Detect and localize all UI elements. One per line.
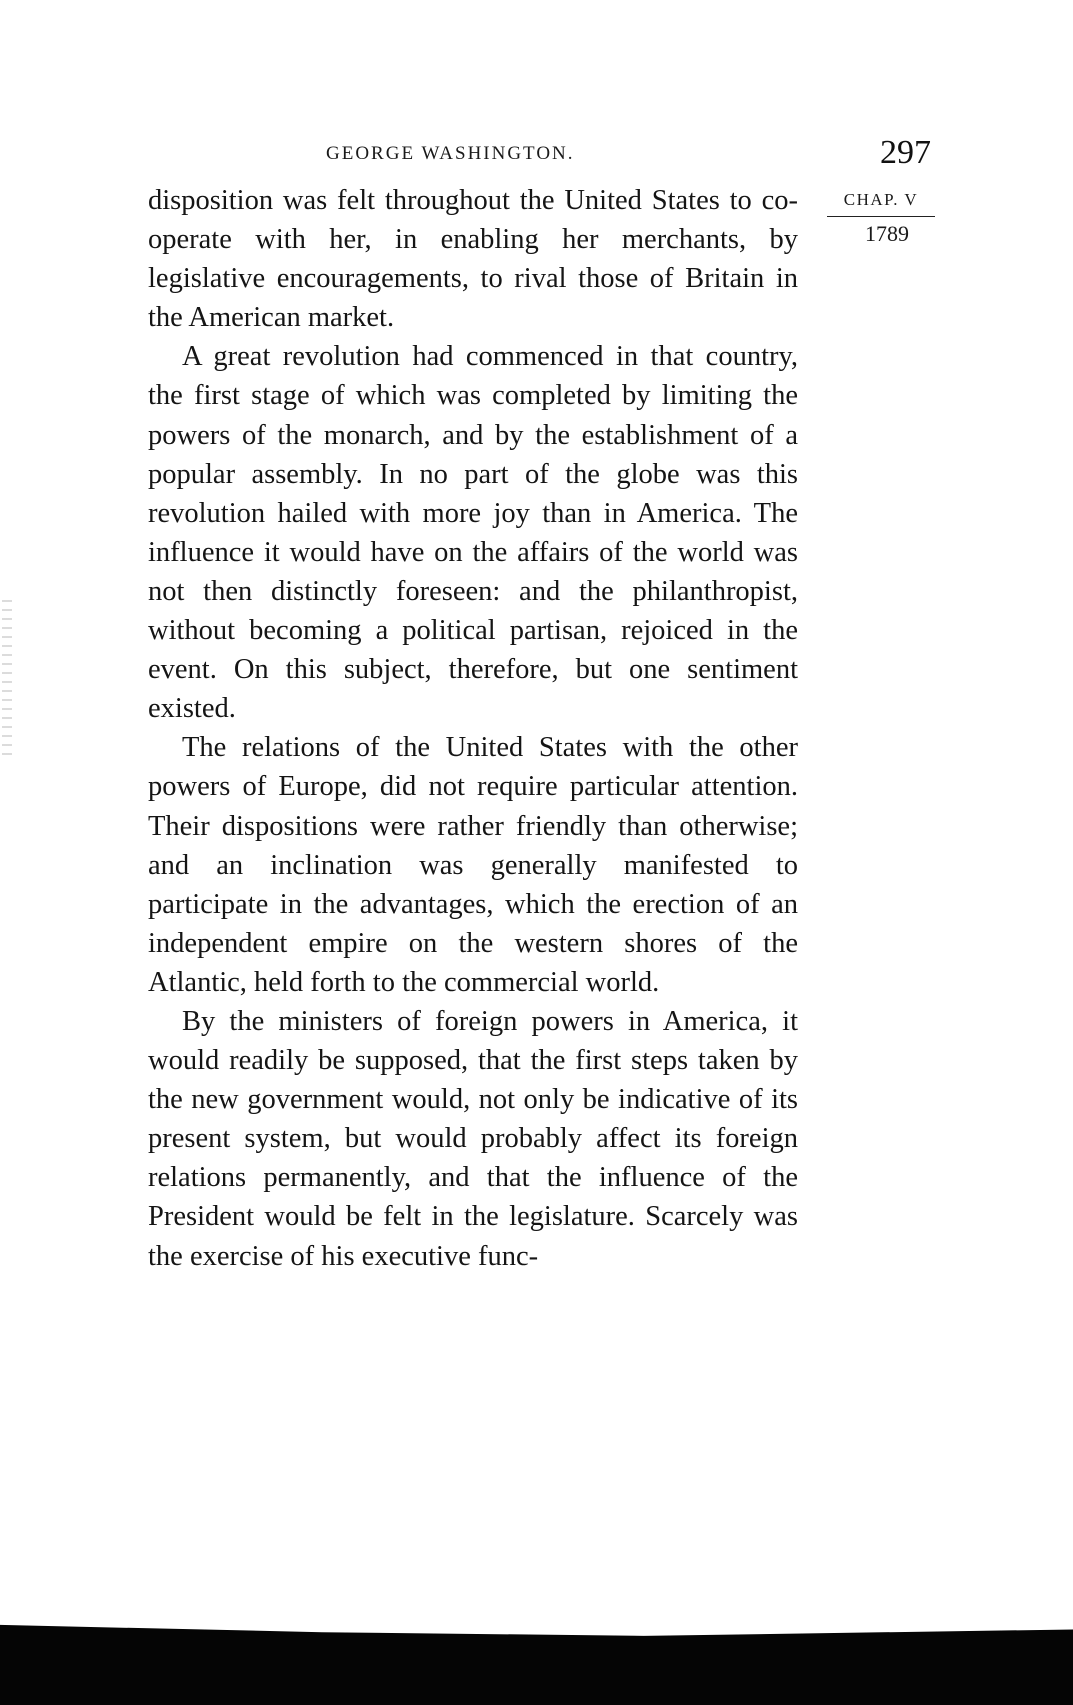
paragraph-3: The relations of the United States with the other powers of Europe, did not require particular attention. Their dispositions were rather friendly than otherwise; and an inclination was generally manifested to participate in the advantages, which the erection of an independent empire on the western shores of the Atlantic, held forth to the commercial world. [148,732,798,998]
page-number: 297 [880,134,931,171]
paragraph-2: A great revolution had commenced in that country, the first stage of which was completed by limiting the powers of the monarch, and by the establishment of a popular assembly. In no part of the globe was this revolution hailed with more joy than in America. The influence it would have on the affairs of the world was not then distinctly foreseen: and the philanthropist, without becoming a political partisan, rejoiced in the event. On this subject, therefore, but one sentiment existed. [148,341,798,725]
margin-rule-divider [827,216,935,217]
paragraph-1: disposition was felt throughout the United States to co-operate with her, in enabling her merchants, by legislative encouragements, to rival those of Britain in the American market. [148,185,798,334]
scan-binding-marks [2,600,12,760]
body-text [148,181,798,1276]
scan-page-edge [0,1614,1073,1705]
running-head-title: GEORGE WASHINGTON. [326,143,575,164]
margin-note [826,190,936,247]
paragraph-4: By the ministers of foreign powers in America, it would readily be supposed, that the first steps taken by the new government would, not only be indicative of its present system, but would probably affect its foreign relations permanently, and that the influence of the President would be felt in the legislature. Scarcely was the exercise of his executive func- [148,1005,798,1272]
year-label: 1789 [865,221,909,246]
chapter-label: CHAP. V [843,190,919,209]
